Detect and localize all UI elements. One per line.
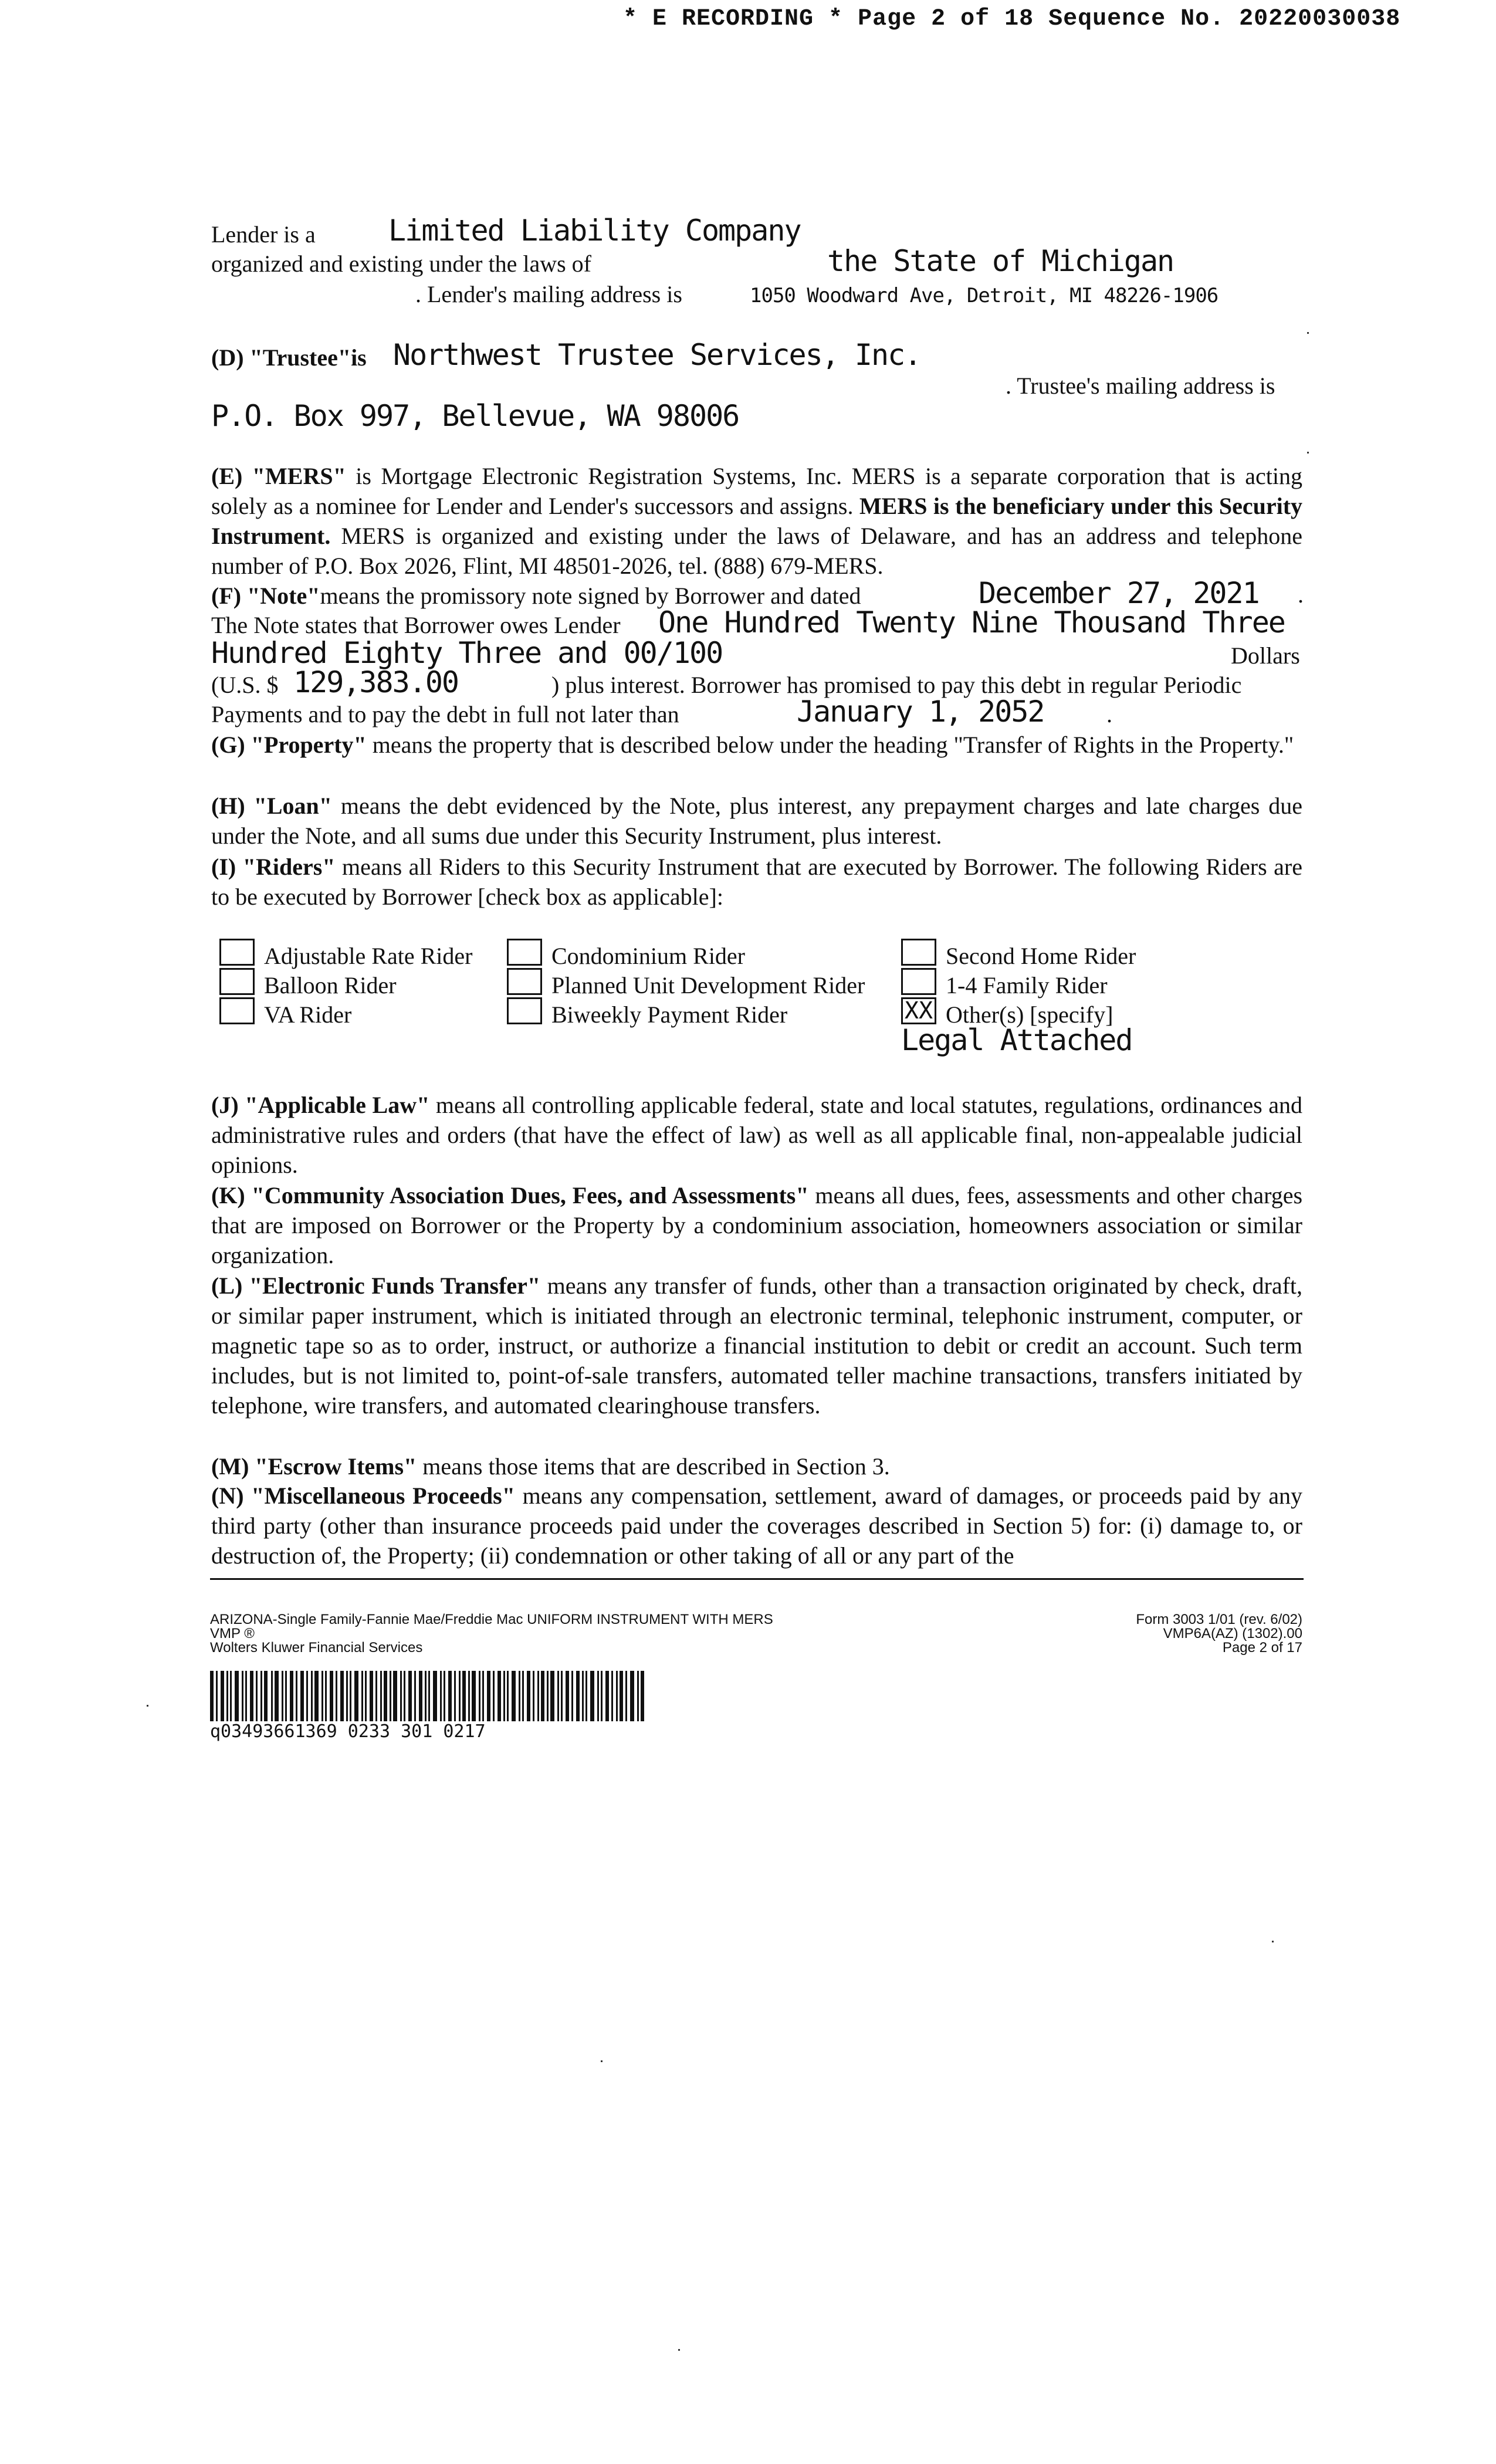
note-plus-interest: ) plus interest. Borrower has promised to pay this debt in regular Periodic [551,672,1242,698]
footer-form-title: ARIZONA-Single Family-Fannie Mae/Freddie Mac UNIFORM INSTRUMENT WITH MERS [210,1612,773,1627]
adjustable-rate-rider-label: Adjustable Rate Rider [264,943,473,969]
eft-definition: (L) "Electronic Funds Transfer" means any transfer of funds, other than a transaction originated by check, draft, or similar paper instrument, which is initiated through an electronic terminal, telephonic instrument, computer, or magnetic tape so as to order, instruct, or authorize a financial institution to debit or credit an account. Such term includes, but is not limited to, point-of-sale transfers, automated teller machine transactions, transfers initiated by telephone, wire transfers, and automated clearinghouse transfers. [211,1272,1303,1419]
balloon-rider-checkbox[interactable] [219,968,255,995]
other-rider-specify: Legal Attached [901,1023,1132,1057]
loan-definition: (H) "Loan" means the debt evidenced by the Note, plus interest, any prepayment charges and late charges due under the Note, and all sums due under this Security Instrument, plus interest. [211,793,1302,849]
note-us-label: (U.S. $ [211,672,279,698]
lender-is-a-label: Lender is a [211,221,316,248]
note-amount-words-1: One Hundred Twenty Nine Thousand Three [658,605,1285,639]
other-rider-label: Other(s) [specify] [946,1001,1113,1028]
note-amount: 129,383.00 [293,665,459,699]
lender-entity-type: Limited Liability Company [388,214,801,248]
va-rider-checkbox[interactable] [219,997,255,1024]
barcode-text: q03493661369 0233 301 0217 [210,1721,486,1742]
note-date-period: . [1298,581,1304,608]
note-dollars: Dollars [1231,642,1300,669]
applicable-law-definition: (J) "Applicable Law" means all controlling applicable federal, state and local statutes, regulations, ordinances and administrative rules and orders (that have the effect of law) as well as all applicable final, non-appealable judicial opinions. [211,1092,1302,1178]
trustee-address: P.O. Box 997, Bellevue, WA 98006 [211,399,739,433]
second-home-rider-label: Second Home Rider [946,943,1136,969]
footer-rule [210,1578,1304,1580]
note-maturity-period: . [1106,701,1112,727]
note-maturity: January 1, 2052 [797,695,1044,729]
condominium-rider-label: Condominium Rider [551,943,745,969]
pud-rider-label: Planned Unit Development Rider [551,972,865,999]
barcode [210,1671,644,1721]
misc-proceeds-definition: (N) "Miscellaneous Proceeds" means any compensation, settlement, award of damages, or proceeds paid by any third party (other than insurance proceeds paid under the coverages described in Section 5) for: (i) damage to, or destruction of, the Property; (ii) condemnation or other taking of all or any part of the [211,1483,1303,1569]
riders-definition: (I) "Riders" means all Riders to this Security Instrument that are executed by Borrower. The following Riders are to be executed by Borrower [check box as applicable]: [211,854,1302,910]
recording-header: * E RECORDING * Page 2 of 18 Sequence No. 20220030038 [623,6,1401,32]
community-association-definition: (K) "Community Association Dues, Fees, and Assessments" means all dues, fees, assessments and other charges that are imposed on Borrower or the Property by a condominium association, homeowners association or similar organization. [211,1182,1303,1268]
note-amount-words-2: Hundred Eighty Three and 00/100 [211,636,723,670]
footer-publisher: Wolters Kluwer Financial Services [210,1640,423,1656]
condominium-rider-checkbox[interactable] [507,939,542,966]
escrow-items-definition: (M) "Escrow Items" means those items that are described in Section 3. [211,1453,890,1480]
note-payments-label: Payments and to pay the debt in full not later than [211,701,679,727]
footer-vmp: VMP ® [210,1626,255,1641]
lender-address-label: . Lender's mailing address is [415,281,682,307]
mers-definition: (E) "MERS" is Mortgage Electronic Registration Systems, Inc. MERS is a separate corporation that is acting solely as a nominee for Lender and Lender's successors and assigns. MERS is the beneficiary under this Security Instrument. MERS is organized and existing under the laws of Delaware, and has an address and telephone number of P.O. Box 2026, Flint, MI 48501-2026, tel. (888) 679-MERS. [211,463,1303,579]
pud-rider-checkbox[interactable] [507,968,542,995]
other-rider-checkbox[interactable]: XX [901,997,936,1024]
trustee-label: (D) "Trustee"is [211,344,367,371]
lender-address: 1050 Woodward Ave, Detroit, MI 48226-1906 [750,284,1219,307]
footer-page-number: Page 2 of 17 [1222,1640,1302,1656]
biweekly-payment-rider-label: Biweekly Payment Rider [551,1001,788,1028]
property-definition: (G) "Property" means the property that is described below under the heading "Transfer of Rights in the Property." [211,732,1294,758]
note-date: December 27, 2021 [979,576,1259,610]
footer-vmp-code: VMP6A(AZ) (1302).00 [1163,1626,1302,1641]
trustee-name: Northwest Trustee Services, Inc. [393,338,921,372]
va-rider-label: VA Rider [264,1001,352,1028]
lender-state: the State of Michigan [827,244,1174,278]
second-home-rider-checkbox[interactable] [901,939,936,966]
one-four-family-rider-checkbox[interactable] [901,968,936,995]
biweekly-payment-rider-checkbox[interactable] [507,997,542,1024]
balloon-rider-label: Balloon Rider [264,972,397,999]
note-owes-label: The Note states that Borrower owes Lender [211,612,621,638]
lender-organized-label: organized and existing under the laws of [211,251,591,277]
adjustable-rate-rider-checkbox[interactable] [219,939,255,966]
footer-form-number: Form 3003 1/01 (rev. 6/02) [1136,1612,1302,1627]
trustee-address-label: . Trustee's mailing address is [1006,373,1275,399]
one-four-family-rider-label: 1-4 Family Rider [946,972,1108,999]
note-label: (F) "Note"means the promissory note signed by Borrower and dated [211,583,861,609]
